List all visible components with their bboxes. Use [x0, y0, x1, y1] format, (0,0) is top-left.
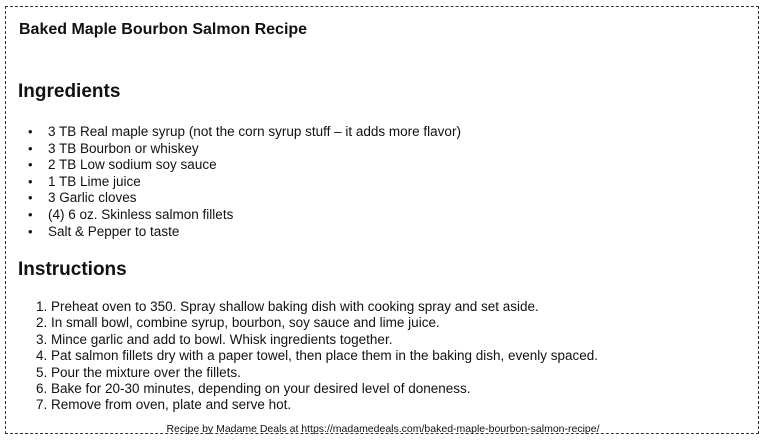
- instruction-step: 6. Bake for 20-30 minutes, depending on your desired level of doneness.: [36, 381, 471, 397]
- ingredient-item: • 2 TB Low sodium soy sauce: [18, 157, 461, 174]
- ingredient-item: • Salt & Pepper to taste: [18, 224, 461, 241]
- recipe-title: Baked Maple Bourbon Salmon Recipe: [19, 21, 308, 38]
- ingredient-item: • 3 TB Real maple syrup (not the corn syrup stuff – it adds more flavor): [18, 124, 461, 141]
- ingredient-item: • 1 TB Lime juice: [18, 174, 461, 191]
- ingredient-item: • 3 TB Bourbon or whiskey: [18, 141, 461, 158]
- instructions-heading: Instructions: [18, 259, 127, 280]
- instruction-step: 7. Remove from oven, plate and serve hot.: [36, 397, 292, 413]
- ingredients-list: [18, 124, 461, 240]
- instruction-step: 4. Pat salmon fillets dry with a paper towel, then place them in the baking dish, evenly spaced.: [36, 348, 599, 364]
- recipe-card: [5, 6, 759, 434]
- instruction-step: 3. Mince garlic and add to bowl. Whisk ingredients together.: [36, 331, 393, 347]
- instruction-step: 2. In small bowl, combine syrup, bourbon, soy sauce and lime juice.: [36, 315, 440, 331]
- instruction-step: 5. Pour the mixture over the fillets.: [36, 364, 241, 380]
- ingredient-item: • 3 Garlic cloves: [18, 190, 461, 207]
- instruction-step: 1. Preheat oven to 350. Spray shallow baking dish with cooking spray and set aside.: [36, 299, 539, 314]
- ingredients-heading: Ingredients: [18, 81, 121, 102]
- ingredient-item: • (4) 6 oz. Skinless salmon fillets: [18, 207, 461, 224]
- recipe-credit: Recipe by Madame Deals at https://madamedeals.com/baked-maple-bourbon-salmon-recipe/: [166, 423, 600, 435]
- instructions-list: [18, 299, 598, 414]
